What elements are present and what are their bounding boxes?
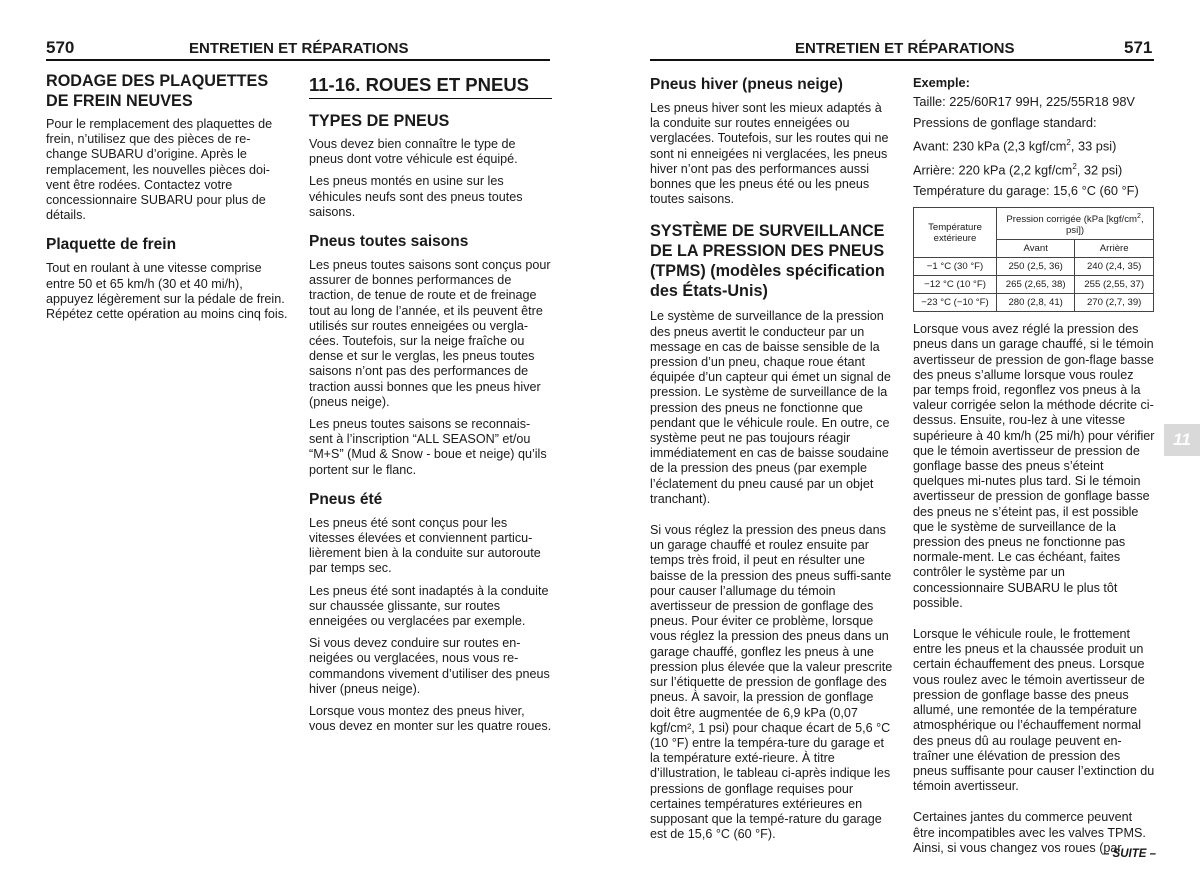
front-pressure-line [913, 133, 1155, 157]
table-cell-front: 280 (2,8, 41) [997, 294, 1075, 312]
table-cell-temp: −1 °C (30 °F) [914, 258, 997, 276]
continued-marker: – SUITE – [1102, 848, 1156, 860]
table-header-pressure [997, 208, 1154, 240]
page-number-left: 570 [46, 38, 75, 57]
paragraph: Le système de surveillance de la pression des pneus avertit le conducteur par un message en cas de baisse sensible de la pression d’un pneu, chaque roue étant équipée d’un capteur qui émet un signal de pression. Le système de surveillance de la pression des pneus ne fonctionne que pendant que le véhicule roule. En outre, ce système peut ne pas toujours réagir immédiatement en cas de baisse soudaine de la pression des pneus (par exemple l’éclatement du pneu causé par un objet tranchant). [650, 309, 891, 506]
subheading-summer: Pneus été [309, 490, 383, 508]
table-header-row [914, 208, 1154, 240]
front-pressure-end: , 33 psi) [1070, 138, 1117, 154]
header-rule-right [650, 59, 1154, 61]
paragraph: Certaines jantes du commerce peuvent être incompatibles avec les valves TPMS. Ainsi, si vous changez vos roues (par [913, 810, 1146, 855]
paragraph: Vous devez bien connaître le type de pneus dont votre véhicule est équipé. [309, 137, 518, 167]
column-4 [913, 74, 1155, 863]
table-cell-front: 265 (2,65, 38) [997, 276, 1075, 294]
subheading-brake-pad: Plaquette de frein [46, 236, 177, 254]
paragraph: Les pneus toutes saisons sont conçus pour assurer de bonnes performances de traction, de tenue de route et de freinage tout au long de l’année, et ils peuvent être utilisés sur routes enneigées ou vergla-cées. Toutefois, sur la neige fraîche ou dense et sur le verglas, les pneus toutes saisons n’ont pas des performances de traction aussi bonnes que les pneus hiver (pneus neige). [309, 258, 551, 409]
running-head-right: ENTRETIEN ET RÉPARATIONS [795, 40, 1015, 57]
paragraph: Si vous devez conduire sur routes en-neigées ou verglacées, nous vous re-commandons vivement d’utiliser des pneus hiver (pneus neige). [309, 636, 550, 696]
section-heading-brake-pads: RODAGE DES PLAQUETTES DE FREIN NEUVES [46, 72, 269, 110]
paragraph: Pour le remplacement des plaquettes de frein, n’utilisez que des pièces de re-change SUBARU d’origine. Après le remplacement, les nouvelles pièces doi-vent être rodées. Contactez votre concessionnaire SUBARU pour plus de détails. [46, 117, 273, 223]
paragraph: Si vous réglez la pression des pneus dans un garage chauffé et roulez ensuite par temps très froid, il peut en résulter une baisse de la pression des pneus suffi-sante pour causer l’allumage du témoin avertisseur de pression de gonflage des pneus. Pour éviter ce problème, lorsque vous réglez la pression des pneus dans un garage chauffé, gonflez les pneus à une pression plus élevée que la valeur prescrite sur l’étiquette de pression de gonflage des pneus. À savoir, la pression de gonflage doit être augmentée de 6,9 kPa (0,07 kgf/cm², 1 psi) pour chaque écart de 5,6 °C (10 °F) entre la tempéra-ture du garage et la température exté-rieure. À titre d’illustration, le tableau ci-après indique les pressions de gonflage requises pour certaines températures extérieures en supposant que la tempé-rature du garage est de 15,6 °C (60 °F). [650, 523, 893, 842]
tire-size-line: Taille: 225/60R17 99H, 225/55R18 98V [913, 94, 1135, 109]
heading-tpms: SYSTÈME DE SURVEILLANCE DE LA PRESSION DES PNEUS (TPMS) (modèles spécification des États-Unis) [650, 222, 885, 301]
standard-pressure-line: Pressions de gonflage standard: [913, 114, 1097, 130]
table-cell-rear: 255 (2,55, 37) [1075, 276, 1154, 294]
example-label: Exemple: [913, 75, 970, 90]
paragraph: Lorsque vous avez réglé la pression des pneus dans un garage chauffé, si le témoin avertisseur de pression de gon-flage basse des pneus s’allume lorsque vous roulez par temps froid, regonflez vos pneus à la valeur corrigée selon la méthode décrite ci-dessus. Ensuite, rou-lez à une vitesse supérieure à 40 km/h (25 mi/h) pour vérifier que le témoin avertisseur de pression de gonflage basse des pneus s’éteint quelques mi-nutes plus tard. Si le témoin avertisseur de pression de gonflage basse des pneus ne s’éteint pas, il est possible que le système de surveillance de la pression des pneus ne fonctionne pas normale-ment. Le cas échéant, faites contrôler le système par un concessionnaire SUBARU le plus tôt possible. [913, 322, 1155, 610]
section-title-wheels-tires: 11-16. ROUES ET PNEUS [309, 74, 530, 95]
paragraph: Lorsque vous montez des pneus hiver, vous devez en monter sur les quatre roues. [309, 704, 552, 734]
header-rule-left [46, 59, 550, 61]
table-row [914, 294, 1154, 312]
paragraph: Lorsque le véhicule roule, le frottement entre les pneus et la chaussée produit un certain échauffement des pneus. Lorsque vous roulez avec le témoin avertisseur de pression de gonflage basse des pneus allumé, une remontée de la température atmosphérique ou l’échauffement normal des pneus dû au roulage peuvent en-traîner une élévation de pression des pneus suffisante pour causer l’extinction du témoin avertisseur. [913, 627, 1155, 794]
table-cell-temp: −12 °C (10 °F) [914, 276, 997, 294]
table-cell-temp: −23 °C (−10 °F) [914, 294, 997, 312]
rear-pressure-end: , 32 psi) [1076, 162, 1123, 178]
table-header-pressure-end: , psi]) [1065, 214, 1144, 237]
page-number-right: 571 [1124, 38, 1153, 57]
table-header-rear: Arrière [1075, 240, 1154, 258]
table-cell-rear: 270 (2,7, 39) [1075, 294, 1154, 312]
paragraph: Les pneus été sont inadaptés à la conduite sur chaussée glissante, sur routes enneigées ou verglacées par exemple. [309, 583, 549, 629]
rear-pressure-sup: 2 [1072, 161, 1077, 171]
table-header-pressure-sup: 2 [1137, 213, 1141, 221]
column-2 [309, 74, 552, 742]
table-header-front: Avant [997, 240, 1075, 258]
paragraph: Tout en roulant à une vitesse comprise entre 50 et 65 km/h (30 et 40 mi/h), appuyez légèrement sur la pédale de frein. Répétez cette opération au moins cinq fois. [46, 261, 288, 322]
running-head-left: ENTRETIEN ET RÉPARATIONS [189, 40, 409, 57]
section-rule [309, 98, 552, 99]
garage-temp-line: Température du garage: 15,6 °C (60 °F) [913, 182, 1139, 198]
table-cell-rear: 240 (2,4, 35) [1075, 258, 1154, 276]
pressure-table [913, 207, 1154, 312]
rear-pressure-text: Arrière: 220 kPa (2,2 kgf/cm [913, 162, 1073, 178]
table-row [914, 276, 1154, 294]
column-1 [46, 71, 289, 329]
paragraph: Les pneus montés en usine sur les véhicules neufs sont des pneus toutes saisons. [309, 174, 523, 219]
table-row [914, 258, 1154, 276]
column-3 [650, 75, 893, 849]
subheading-winter: Pneus hiver (pneus neige) [650, 76, 843, 93]
subheading-all-season: Pneus toutes saisons [309, 233, 469, 251]
table-header-pressure-text: Pression corrigée (kPa [kgf/cm [1006, 214, 1138, 226]
table-cell-front: 250 (2,5, 36) [997, 258, 1075, 276]
front-pressure-sup: 2 [1066, 138, 1071, 147]
heading-tire-types: TYPES DE PNEUS [309, 112, 450, 130]
paragraph: Les pneus été sont conçus pour les vitesses élevées et conviennent particu-lièrement bien à la conduite sur autoroute par temps sec. [309, 515, 541, 576]
table-header-temp: Température extérieure [914, 208, 997, 258]
rear-pressure-line [913, 157, 1155, 181]
chapter-tab: 11 [1164, 424, 1200, 456]
paragraph: Les pneus hiver sont les mieux adaptés à la conduite sur routes enneigées ou verglacées. Toutefois, sur les routes qui ne sont ni enneigées ni verglacées, les pneus hiver n’ont pas des performances aussi bonnes que les pneus été ou les pneus toutes saisons. [650, 101, 889, 207]
paragraph: Les pneus toutes saisons se reconnais-sent à l’inscription “ALL SEASON” et/ou “M+S” (Mud & Snow - boue et neige) qu’ils portent sur le flanc. [309, 417, 547, 477]
front-pressure-text: Avant: 230 kPa (2,3 kgf/cm [913, 138, 1067, 154]
